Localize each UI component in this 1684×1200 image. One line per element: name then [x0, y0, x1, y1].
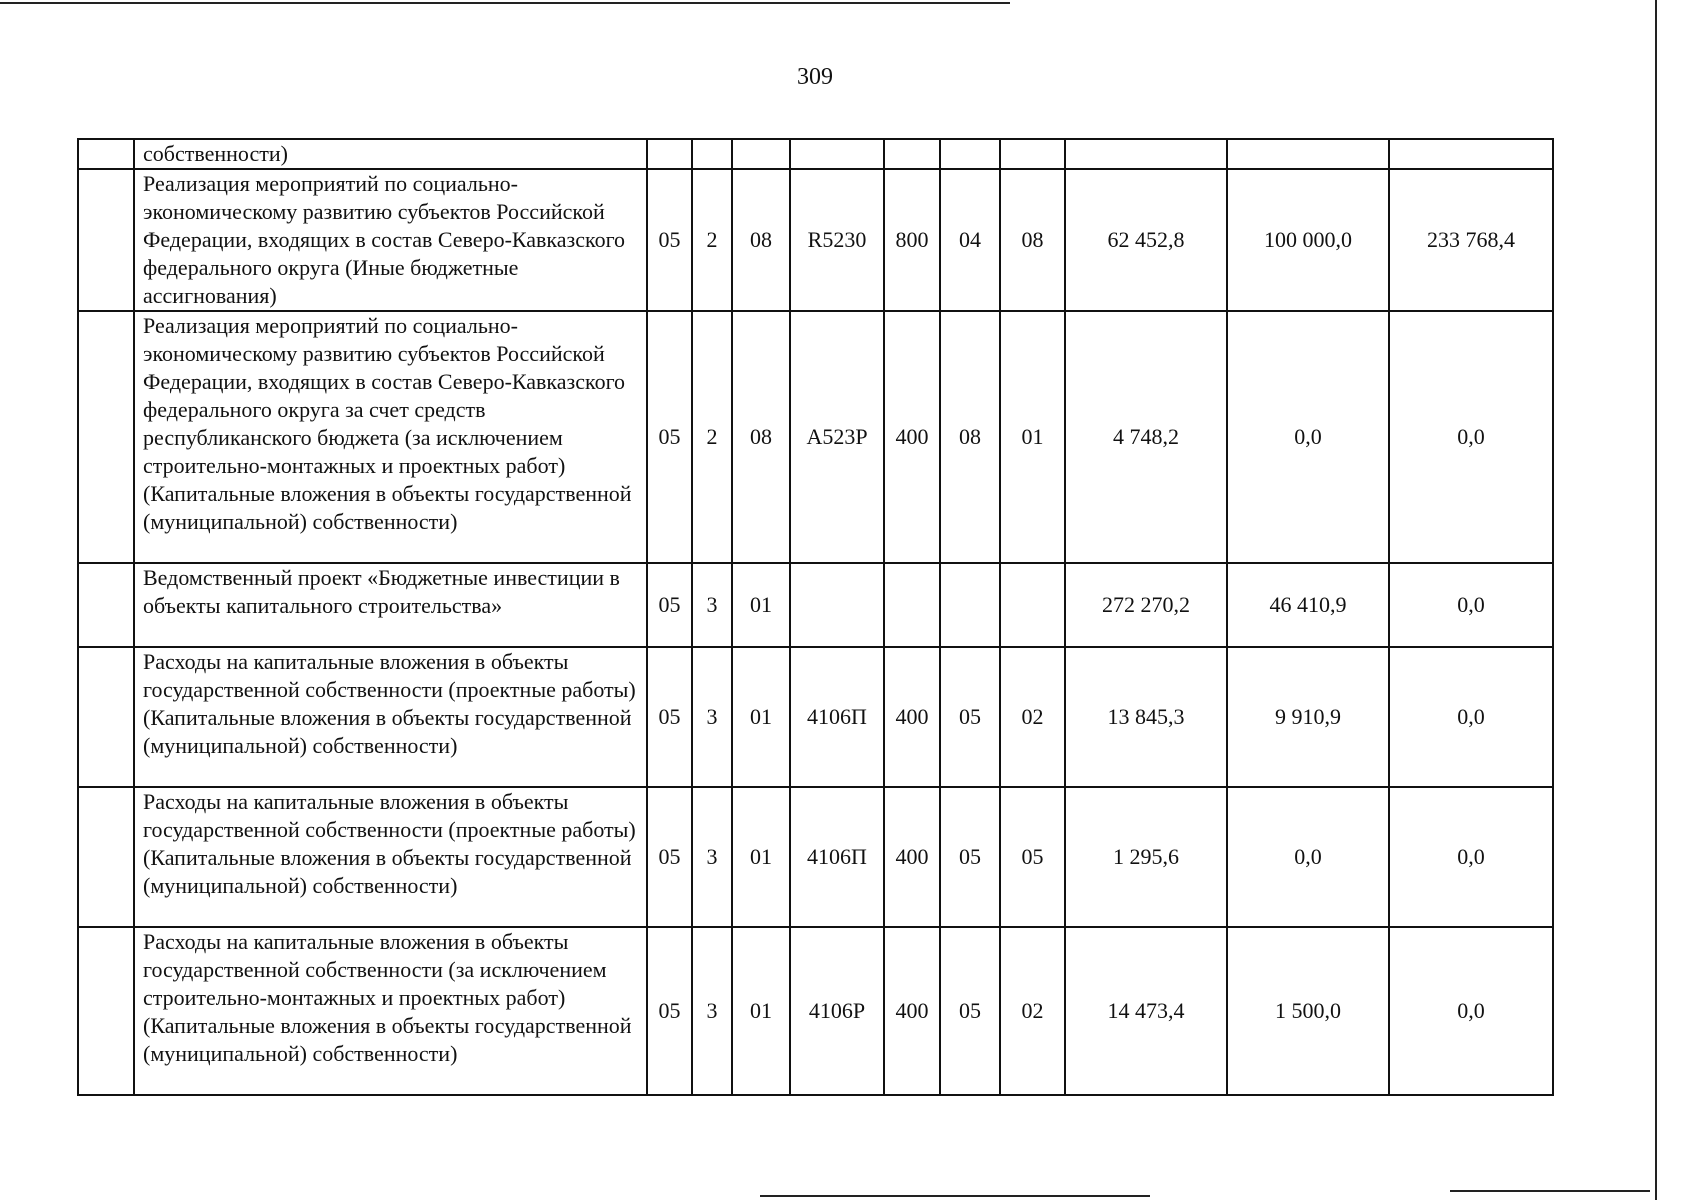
code-cell: 4106Р: [790, 927, 884, 1095]
code-cell: 3: [692, 563, 732, 647]
code-cell: 05: [940, 927, 1000, 1095]
amount-cell: 233 768,4: [1389, 169, 1553, 311]
amount-cell: 0,0: [1389, 563, 1553, 647]
code-cell: 2: [692, 169, 732, 311]
amount-cell: 0,0: [1389, 647, 1553, 787]
code-cell: 4106П: [790, 787, 884, 927]
code-cell: 08: [1000, 169, 1065, 311]
row-number-cell: [78, 311, 134, 563]
amount-cell: 9 910,9: [1227, 647, 1389, 787]
code-cell: 800: [884, 169, 940, 311]
code-cell: [732, 139, 790, 169]
amount-cell: [1227, 139, 1389, 169]
amount-cell: 13 845,3: [1065, 647, 1227, 787]
code-cell: 01: [1000, 311, 1065, 563]
code-cell: [647, 139, 692, 169]
description-cell: Ведомственный проект «Бюджетные инвестиции в объекты капитального строительства»: [134, 563, 647, 647]
code-cell: 400: [884, 787, 940, 927]
code-cell: [692, 139, 732, 169]
code-cell: R5230: [790, 169, 884, 311]
code-cell: 02: [1000, 647, 1065, 787]
amount-cell: 0,0: [1389, 927, 1553, 1095]
code-cell: 2: [692, 311, 732, 563]
code-cell: 400: [884, 927, 940, 1095]
amount-cell: 46 410,9: [1227, 563, 1389, 647]
description-cell: Расходы на капитальные вложения в объекты государственной собственности (за исключением строительно-монтажных и проектных работ) (Капитальные вложения в объекты государственной (муниципальной) собственности): [134, 927, 647, 1095]
code-cell: 01: [732, 563, 790, 647]
table-row: [78, 563, 1553, 647]
description-cell: собственности): [134, 139, 647, 169]
table-row: [78, 927, 1553, 1095]
code-cell: [884, 139, 940, 169]
code-cell: 02: [1000, 927, 1065, 1095]
table-row: [78, 311, 1553, 563]
code-cell: 05: [1000, 787, 1065, 927]
row-number-cell: [78, 139, 134, 169]
code-cell: 05: [647, 169, 692, 311]
code-cell: A523P: [790, 311, 884, 563]
table-row: [78, 647, 1553, 787]
amount-cell: 0,0: [1227, 787, 1389, 927]
code-cell: [1000, 139, 1065, 169]
amount-cell: [1065, 139, 1227, 169]
description-cell: Расходы на капитальные вложения в объекты государственной собственности (проектные работы) (Капитальные вложения в объекты государственной (муниципальной) собственности): [134, 647, 647, 787]
code-cell: 05: [647, 927, 692, 1095]
code-cell: 3: [692, 927, 732, 1095]
code-cell: 04: [940, 169, 1000, 311]
description-cell: Реализация мероприятий по социально-экономическому развитию субъектов Российской Федерации, входящих в состав Северо-Кавказского федерального округа за счет средств республиканского бюджета (за исключением строительно-монтажных и проектных работ) (Капитальные вложения в объекты государственной (муниципальной) собственности): [134, 311, 647, 563]
code-cell: 05: [647, 563, 692, 647]
row-number-cell: [78, 563, 134, 647]
code-cell: 400: [884, 647, 940, 787]
amount-cell: 1 500,0: [1227, 927, 1389, 1095]
code-cell: 08: [732, 311, 790, 563]
row-number-cell: [78, 787, 134, 927]
code-cell: 08: [732, 169, 790, 311]
amount-cell: 0,0: [1389, 787, 1553, 927]
amount-cell: 0,0: [1389, 311, 1553, 563]
code-cell: [940, 563, 1000, 647]
amount-cell: 4 748,2: [1065, 311, 1227, 563]
code-cell: 01: [732, 647, 790, 787]
row-number-cell: [78, 647, 134, 787]
code-cell: 08: [940, 311, 1000, 563]
scan-edge-bottom-center: [760, 1195, 1150, 1197]
table-row: [78, 169, 1553, 311]
scan-edge-right: [1655, 0, 1657, 1200]
amount-cell: 0,0: [1227, 311, 1389, 563]
code-cell: 05: [647, 787, 692, 927]
code-cell: 05: [940, 647, 1000, 787]
amount-cell: 62 452,8: [1065, 169, 1227, 311]
code-cell: [884, 563, 940, 647]
table-row: [78, 787, 1553, 927]
row-number-cell: [78, 169, 134, 311]
amount-cell: 14 473,4: [1065, 927, 1227, 1095]
description-cell: Реализация мероприятий по социально-экономическому развитию субъектов Российской Федерации, входящих в состав Северо-Кавказского федерального округа (Иные бюджетные ассигнования): [134, 169, 647, 311]
code-cell: [790, 139, 884, 169]
amount-cell: 272 270,2: [1065, 563, 1227, 647]
code-cell: [940, 139, 1000, 169]
amount-cell: [1389, 139, 1553, 169]
description-cell: Расходы на капитальные вложения в объекты государственной собственности (проектные работы) (Капитальные вложения в объекты государственной (муниципальной) собственности): [134, 787, 647, 927]
code-cell: 4106П: [790, 647, 884, 787]
amount-cell: 100 000,0: [1227, 169, 1389, 311]
code-cell: 05: [940, 787, 1000, 927]
code-cell: 3: [692, 787, 732, 927]
code-cell: 01: [732, 787, 790, 927]
code-cell: 3: [692, 647, 732, 787]
scan-edge-bottom: [1450, 1190, 1650, 1192]
budget-table: [77, 138, 1554, 1096]
amount-cell: 1 295,6: [1065, 787, 1227, 927]
table-row: [78, 139, 1553, 169]
scan-edge-top: [0, 2, 1010, 4]
code-cell: 01: [732, 927, 790, 1095]
page-number: 309: [797, 64, 833, 90]
code-cell: [790, 563, 884, 647]
code-cell: 05: [647, 647, 692, 787]
code-cell: 400: [884, 311, 940, 563]
code-cell: [1000, 563, 1065, 647]
code-cell: 05: [647, 311, 692, 563]
row-number-cell: [78, 927, 134, 1095]
